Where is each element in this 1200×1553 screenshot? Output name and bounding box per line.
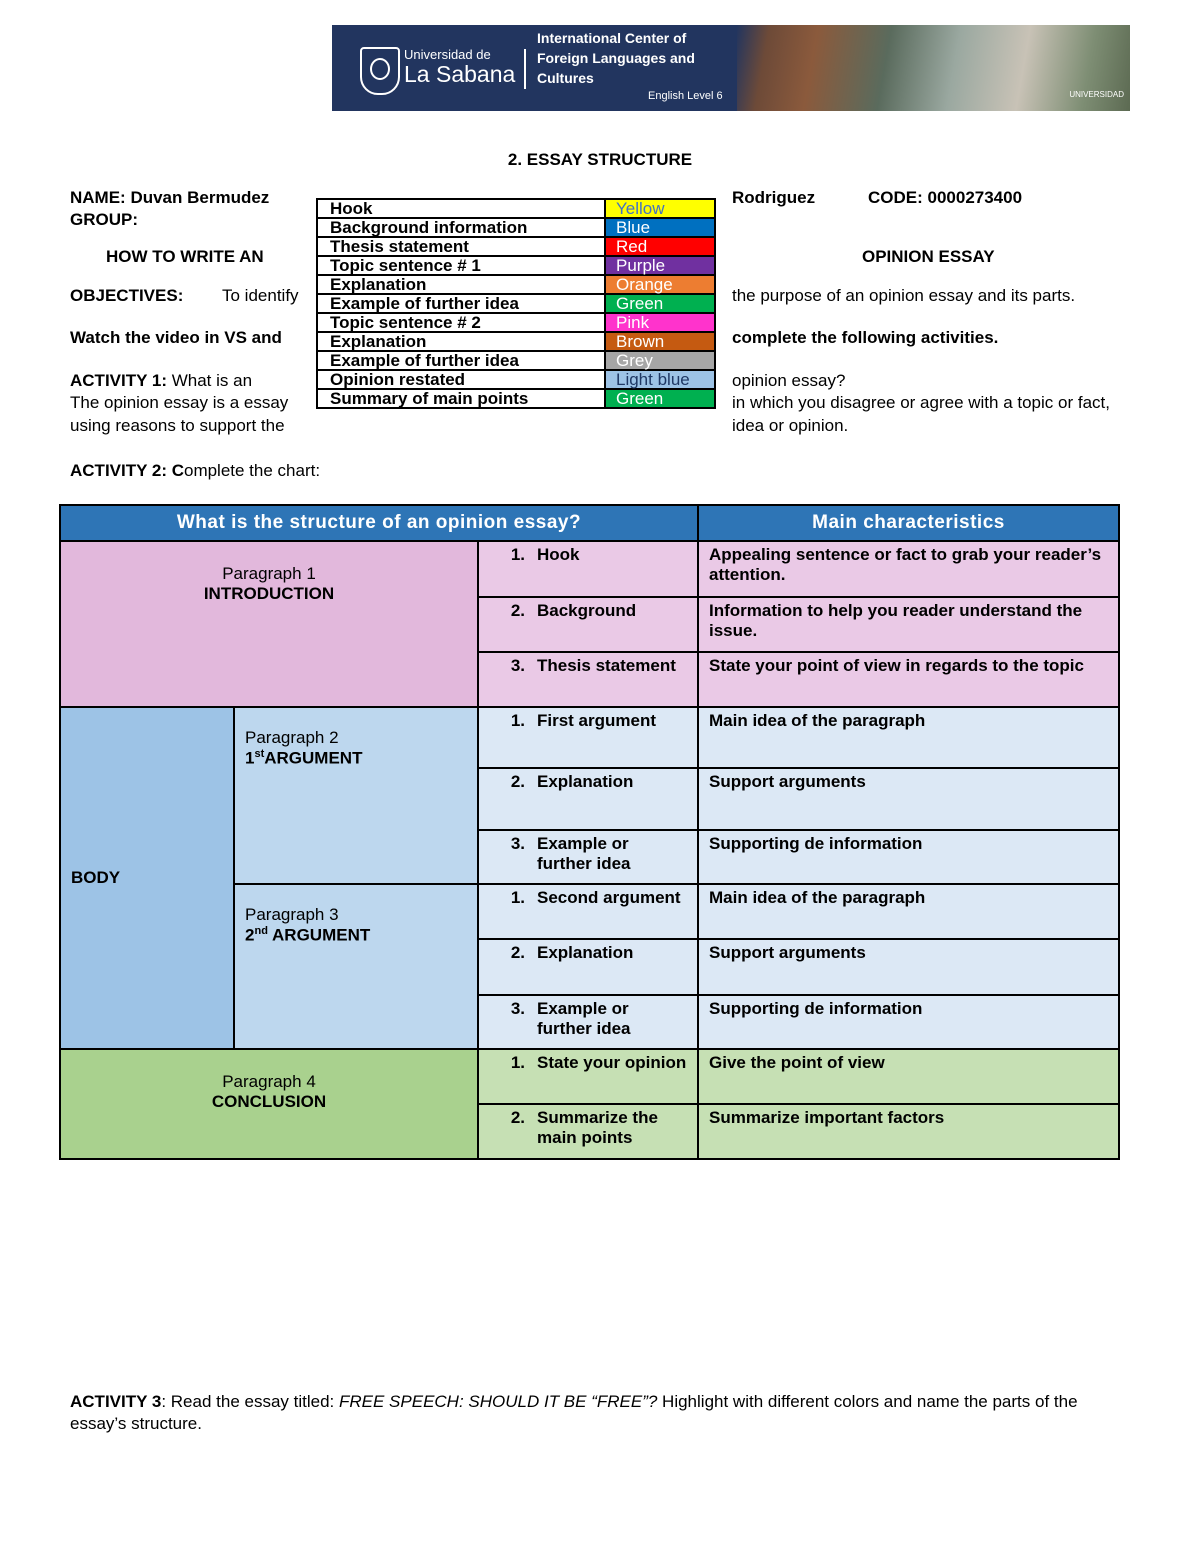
row-number: 1. bbox=[510, 545, 525, 564]
legend-row bbox=[317, 332, 715, 351]
intro-cell bbox=[60, 541, 478, 707]
paragraph3-label: Paragraph 3 bbox=[245, 905, 339, 924]
legend-color-swatch: Brown bbox=[605, 332, 715, 351]
row-number: 1. bbox=[510, 1053, 525, 1072]
part-name: State your opinion bbox=[537, 1053, 687, 1072]
activity1-line bbox=[70, 371, 252, 391]
legend-row bbox=[317, 237, 715, 256]
objectives-text-right: the purpose of an opinion essay and its parts. bbox=[732, 286, 1076, 305]
banner-divider bbox=[524, 49, 526, 89]
part-name: Explanation bbox=[537, 772, 634, 791]
legend-row bbox=[317, 389, 715, 408]
legend-row bbox=[317, 275, 715, 294]
legend-part-name: Example of further idea bbox=[317, 294, 605, 313]
essay-title: FREE SPEECH: SHOULD IT BE “FREE”? bbox=[338, 1392, 658, 1411]
color-legend-table bbox=[316, 198, 716, 409]
chart-header-structure: What is the structure of an opinion essay? bbox=[60, 505, 698, 541]
activity2-line bbox=[70, 461, 320, 481]
chart-header-characteristics: Main characteristics bbox=[698, 505, 1119, 541]
part-name: Explanation bbox=[537, 943, 634, 962]
legend-row bbox=[317, 370, 715, 389]
legend-color-swatch: Yellow bbox=[605, 199, 715, 218]
row-number: 3. bbox=[510, 656, 525, 675]
desc-cell: Main idea of the paragraph bbox=[698, 707, 1119, 768]
legend-row bbox=[317, 218, 715, 237]
desc-cell: Information to help you reader understand the issue. bbox=[698, 597, 1119, 652]
legend-part-name: Background information bbox=[317, 218, 605, 237]
part-cell bbox=[478, 830, 698, 884]
legend-color-swatch: Purple bbox=[605, 256, 715, 275]
row-number: 2. bbox=[510, 943, 525, 962]
legend-part-name: Topic sentence # 1 bbox=[317, 256, 605, 275]
page-title: 2. ESSAY STRUCTURE bbox=[507, 150, 693, 169]
desc-cell: Supporting de information bbox=[698, 830, 1119, 884]
legend-part-name: Opinion restated bbox=[317, 370, 605, 389]
row-number: 1. bbox=[510, 711, 525, 730]
part-cell bbox=[478, 884, 698, 939]
objectives-text-left: To identify bbox=[222, 286, 299, 305]
university-name: La Sabana bbox=[404, 61, 516, 87]
desc-cell: Appealing sentence or fact to grab your reader’s attention. bbox=[698, 541, 1119, 597]
table-row bbox=[60, 1049, 1119, 1104]
legend-part-name: Explanation bbox=[317, 332, 605, 351]
desc-cell: Main idea of the paragraph bbox=[698, 884, 1119, 939]
activity3-label: ACTIVITY 3 bbox=[70, 1392, 162, 1411]
legend-color-swatch: Light blue bbox=[605, 370, 715, 389]
conclusion-cell bbox=[60, 1049, 478, 1159]
part-name: Example or further idea bbox=[537, 999, 631, 1038]
conclusion-title: CONCLUSION bbox=[211, 1092, 327, 1111]
legend-color-swatch: Blue bbox=[605, 218, 715, 237]
answer-right-1: in which you disagree or agree with a topic or fact, bbox=[732, 393, 1110, 412]
center-line-3: Cultures bbox=[537, 70, 594, 86]
legend-row bbox=[317, 256, 715, 275]
row-number: 2. bbox=[510, 1108, 525, 1127]
row-number: 1. bbox=[510, 888, 525, 907]
legend-part-name: Topic sentence # 2 bbox=[317, 313, 605, 332]
watch-text-right: complete the following activities. bbox=[732, 328, 999, 347]
activity3-intro: : Read the essay titled: bbox=[161, 1392, 339, 1411]
legend-row bbox=[317, 294, 715, 313]
essay-structure-chart bbox=[59, 504, 1120, 1160]
part-cell bbox=[478, 707, 698, 768]
activity2-label: ACTIVITY 2: C bbox=[70, 461, 184, 480]
part-cell bbox=[478, 1049, 698, 1104]
center-line-1: International Center of bbox=[537, 30, 687, 46]
paragraph3-ordinal: 2 bbox=[245, 925, 255, 945]
paragraph3-cell bbox=[234, 884, 478, 1049]
part-name: Second argument bbox=[537, 888, 681, 907]
paragraph2-ordinal: 1 bbox=[245, 748, 255, 768]
part-name: Thesis statement bbox=[537, 656, 676, 675]
legend-part-name: Explanation bbox=[317, 275, 605, 294]
center-name bbox=[537, 28, 737, 88]
legend-row bbox=[317, 351, 715, 370]
activity3-rest: Highlight with different colors and name the parts of the bbox=[657, 1392, 1078, 1411]
header-banner bbox=[332, 25, 1130, 111]
activity3-line2: essay’s structure. bbox=[70, 1414, 202, 1433]
part-cell bbox=[478, 939, 698, 995]
part-name: Example or further idea bbox=[537, 834, 631, 873]
answer-right-2: idea or opinion. bbox=[732, 416, 849, 435]
legend-color-swatch: Orange bbox=[605, 275, 715, 294]
activity1-text-left: What is an bbox=[171, 371, 253, 390]
university-name-small: Universidad de bbox=[404, 47, 491, 62]
opinion-essay-heading: OPINION ESSAY bbox=[862, 247, 995, 266]
row-number: 2. bbox=[510, 601, 525, 620]
legend-part-name: Hook bbox=[317, 199, 605, 218]
legend-color-swatch: Green bbox=[605, 389, 715, 408]
part-cell bbox=[478, 541, 698, 597]
activity1-text-right: opinion essay? bbox=[732, 371, 846, 390]
paragraph2-cell bbox=[234, 707, 478, 884]
desc-cell: Summarize important factors bbox=[698, 1104, 1119, 1159]
paragraph2-label: Paragraph 2 bbox=[245, 728, 339, 747]
conclusion-paragraph-label: Paragraph 4 bbox=[222, 1072, 316, 1091]
student-name-rest: Rodriguez bbox=[732, 188, 816, 207]
table-row bbox=[60, 707, 1119, 768]
desc-cell: Give the point of view bbox=[698, 1049, 1119, 1104]
row-number: 3. bbox=[510, 999, 525, 1018]
answer-left-1: The opinion essay is a essay bbox=[70, 393, 289, 412]
row-number: 2. bbox=[510, 772, 525, 791]
activity1-label: ACTIVITY 1: bbox=[70, 371, 167, 390]
part-cell bbox=[478, 652, 698, 707]
desc-cell: Support arguments bbox=[698, 768, 1119, 830]
desc-cell: Support arguments bbox=[698, 939, 1119, 995]
chart-header-row bbox=[60, 505, 1119, 541]
part-cell bbox=[478, 597, 698, 652]
part-name: Hook bbox=[537, 545, 580, 564]
legend-color-swatch: Grey bbox=[605, 351, 715, 370]
group-label: GROUP: bbox=[70, 210, 138, 229]
part-name: First argument bbox=[537, 711, 657, 730]
legend-row bbox=[317, 313, 715, 332]
paragraph3-ordinal-suffix: nd bbox=[254, 925, 268, 937]
part-cell bbox=[478, 995, 698, 1049]
body-cell: BODY bbox=[60, 707, 234, 1049]
part-cell bbox=[478, 768, 698, 830]
paragraph2-ordinal-suffix: st bbox=[254, 748, 265, 760]
english-level: English Level 6 bbox=[648, 90, 723, 102]
paragraph2-title bbox=[245, 748, 467, 769]
legend-part-name: Thesis statement bbox=[317, 237, 605, 256]
legend-row bbox=[317, 199, 715, 218]
campus-photo bbox=[737, 25, 1130, 111]
objectives-label: OBJECTIVES: bbox=[70, 286, 184, 305]
legend-color-swatch: Green bbox=[605, 294, 715, 313]
answer-left-2: using reasons to support the bbox=[70, 416, 285, 435]
paragraph3-title bbox=[245, 925, 467, 946]
paragraph2-title-text: ARGUMENT bbox=[264, 748, 363, 768]
photo-caption: UNIVERSIDAD bbox=[1069, 90, 1124, 99]
part-name: Background bbox=[537, 601, 637, 620]
university-seal-icon bbox=[360, 47, 400, 95]
row-number: 3. bbox=[510, 834, 525, 853]
student-code: CODE: 0000273400 bbox=[868, 188, 1023, 207]
part-cell bbox=[478, 1104, 698, 1159]
center-line-2: Foreign Languages and bbox=[537, 50, 695, 66]
part-name: Summarize the main points bbox=[537, 1108, 658, 1147]
table-row bbox=[60, 541, 1119, 597]
watch-text-left: Watch the video in VS and bbox=[70, 328, 282, 347]
legend-color-swatch: Pink bbox=[605, 313, 715, 332]
how-to-heading: HOW TO WRITE AN bbox=[106, 247, 264, 266]
legend-part-name: Example of further idea bbox=[317, 351, 605, 370]
intro-title: INTRODUCTION bbox=[203, 584, 335, 603]
activity3-paragraph bbox=[70, 1391, 1130, 1435]
color-legend-body bbox=[317, 199, 715, 408]
desc-cell: State your point of view in regards to the topic bbox=[698, 652, 1119, 707]
intro-paragraph-label: Paragraph 1 bbox=[222, 564, 316, 583]
legend-part-name: Summary of main points bbox=[317, 389, 605, 408]
legend-color-swatch: Red bbox=[605, 237, 715, 256]
paragraph3-title-text: ARGUMENT bbox=[267, 925, 371, 945]
student-name: NAME: Duvan Bermudez bbox=[70, 188, 270, 207]
desc-cell: Supporting de information bbox=[698, 995, 1119, 1049]
activity2-text: omplete the chart: bbox=[183, 461, 321, 480]
